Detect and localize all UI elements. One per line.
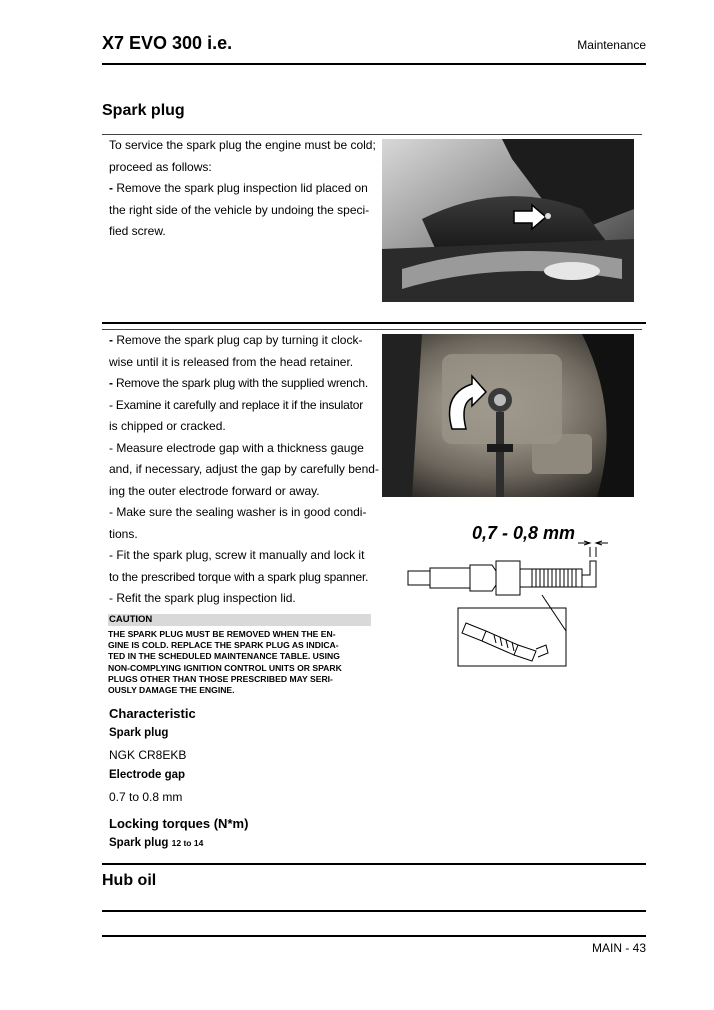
step-dash: - [109,181,117,195]
caution-line: TED IN THE SCHEDULED MAINTENANCE TABLE. USING [108,651,340,662]
step-dash: - [109,376,116,390]
spec-value: 0.7 to 0.8 mm [109,790,183,804]
footer-rule [102,935,646,937]
torque-row [109,837,203,849]
torques-heading: Locking torques (N*m) [109,816,249,831]
block-rule [102,322,646,324]
text-line: and, if necessary, adjust the gap by carefully bend- [109,462,379,476]
procedure-text [109,330,379,610]
caution-line: PLUGS OTHER THAN THOSE PRESCRIBED MAY SERI- [108,673,333,684]
section-name: Maintenance [577,38,646,52]
caution-line: NON-COMPLYING IGNITION CONTROL UNITS OR SPARK [108,662,342,673]
text-line: Remove the spark plug cap by turning it clock- [116,333,363,347]
inspection-lid-photo [382,139,634,302]
spec-value: NGK CR8EKB [109,748,187,762]
document-title: X7 EVO 300 i.e. [102,33,233,53]
text-line: ing the outer electrode forward or away. [109,483,320,498]
text-line: - Measure electrode gap with a thickness gauge [109,440,364,455]
text-line: fied screw. [109,224,166,238]
text-line: - Examine it carefully and replace it if the insulator [109,397,363,412]
text-line: Remove the spark plug with the supplied wrench. [115,376,369,390]
hub-oil-heading: Hub oil [102,872,157,889]
text-line: - Fit the spark plug, screw it manually and lock it [109,548,365,562]
spec-label: Electrode gap [109,769,186,781]
step-dash: - [109,333,117,347]
text-line: proceed as follows: [109,159,212,174]
gap-dimension-label: 0,7 - 0,8 mm [472,523,576,543]
caution-line: GINE IS COLD. REPLACE THE SPARK PLUG AS INDICA- [108,640,339,651]
text-line: is chipped or cracked. [109,419,226,433]
text-line: To service the spark plug the engine must be cold; [109,138,376,152]
torque-value: 12 to 14 [171,838,204,848]
page-number: MAIN - 43 [591,941,646,955]
spark-plug-cap-photo [382,334,634,497]
electrode-gap-diagram [400,513,638,670]
text-line: - Refit the spark plug inspection lid. [109,591,296,605]
text-line: Remove the spark plug inspection lid placed on [116,181,368,195]
caution-line: THE SPARK PLUG MUST BE REMOVED WHEN THE EN- [108,629,336,639]
text-line: - Make sure the sealing washer is in good condi- [109,505,367,519]
text-line: to the prescribed torque with a spark plug spanner. [109,569,369,584]
text-line [109,373,379,395]
caution-text [108,629,372,696]
hub-oil-top-rule [102,863,646,865]
intro-text [109,135,379,243]
text-line [109,178,379,200]
spark-plug-heading: Spark plug [102,102,185,119]
text-line: tions. [109,526,138,541]
text-line: the right side of the vehicle by undoing the speci- [109,202,370,217]
torque-label: Spark plug [109,837,169,849]
characteristic-heading: Characteristic [109,706,196,721]
caution-line: OUSLY DAMAGE THE ENGINE. [108,685,235,696]
hub-oil-bottom-rule [102,910,646,912]
caution-label: CAUTION [108,614,371,626]
spec-label: Spark plug [109,727,169,739]
text-line: wise until it is released from the head retainer. [109,354,354,369]
text-line [109,330,379,352]
header-rule [102,63,646,65]
